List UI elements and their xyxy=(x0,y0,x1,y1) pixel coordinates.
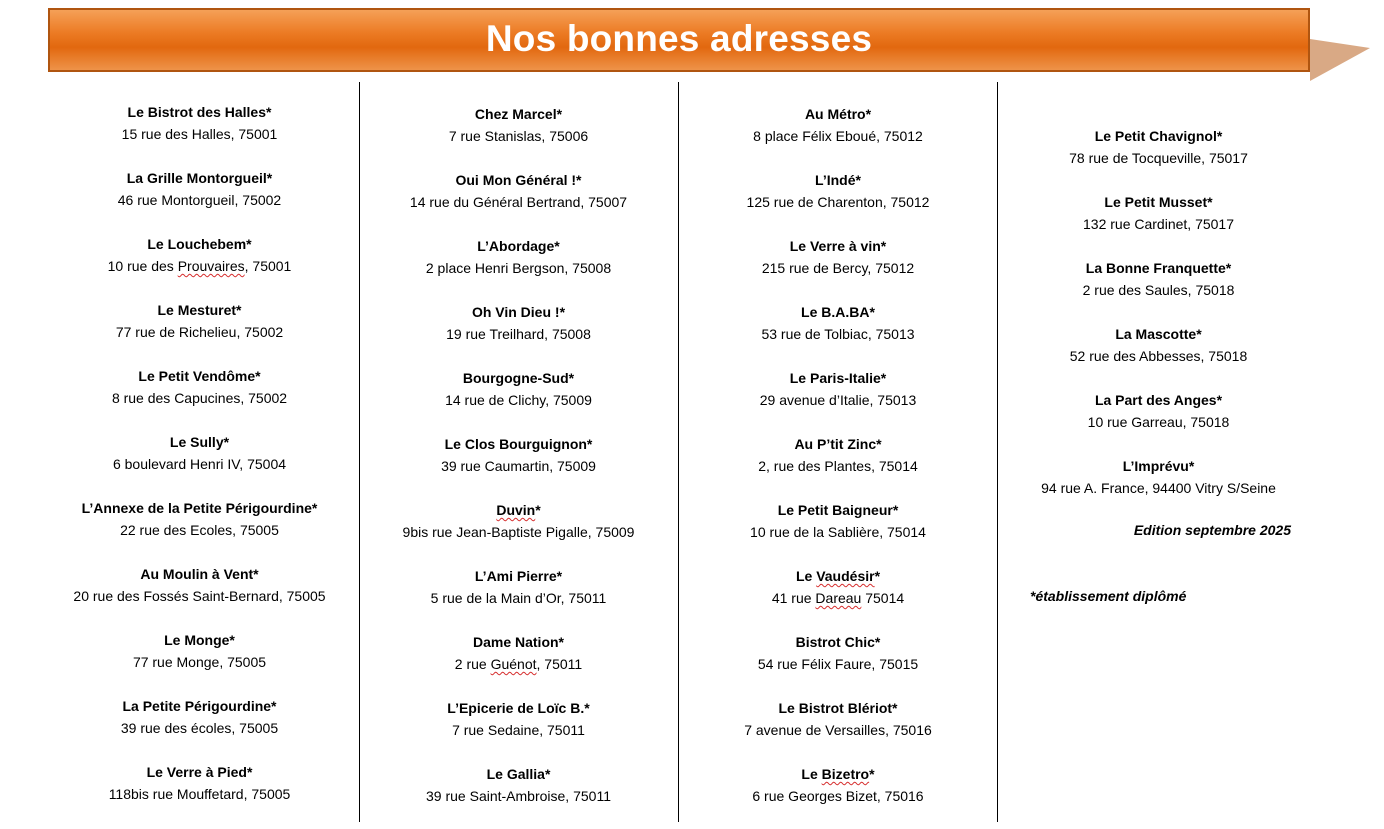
restaurant-name: Le Petit Vendôme* xyxy=(138,368,261,384)
restaurant-entry xyxy=(426,763,611,807)
restaurant-address: 14 rue du Général Bertrand, 75007 xyxy=(409,194,628,210)
restaurant-address: 7 rue Sedaine, 75011 xyxy=(452,722,585,738)
restaurant-entry xyxy=(113,431,286,475)
text-fragment: Prouvaires xyxy=(177,258,245,274)
restaurant-entry xyxy=(445,367,592,411)
restaurant-name: Bistrot Chic* xyxy=(795,634,881,650)
restaurant-name: La Grille Montorgueil* xyxy=(126,170,273,186)
restaurant-name: Au Moulin à Vent* xyxy=(140,566,259,582)
restaurant-name: Le Verre à vin* xyxy=(789,238,887,254)
restaurant-entry xyxy=(447,697,589,741)
restaurant-entry xyxy=(758,433,918,477)
restaurant-address: 7 rue Stanislas, 75006 xyxy=(448,128,589,144)
restaurant-name: L’Imprévu* xyxy=(1122,458,1195,474)
restaurant-name: Dame Nation* xyxy=(472,634,564,650)
text-fragment: Vaudésir xyxy=(816,568,875,584)
address-column-2 xyxy=(359,103,678,829)
restaurant-name: Le Paris-Italie* xyxy=(789,370,887,386)
restaurant-entry xyxy=(73,563,325,607)
restaurant-address: 39 rue Saint-Ambroise, 75011 xyxy=(426,788,611,804)
restaurant-name: Le Clos Bourguignon* xyxy=(444,436,593,452)
restaurant-entry xyxy=(762,235,914,279)
restaurant-entry xyxy=(750,499,926,543)
restaurant-entry xyxy=(747,169,930,213)
restaurant-address: 15 rue des Halles, 75001 xyxy=(121,126,278,142)
restaurant-entry xyxy=(112,365,287,409)
restaurant-name: Le Mesturet* xyxy=(157,302,242,318)
restaurant-address xyxy=(108,255,292,277)
restaurant-entry xyxy=(109,761,291,805)
restaurant-name: Le Verre à Pied* xyxy=(146,764,253,780)
restaurant-name: La Part des Anges* xyxy=(1094,392,1223,408)
text-fragment: , 75011 xyxy=(536,656,583,672)
page-title: Nos bonnes adresses xyxy=(485,18,873,59)
restaurant-entry xyxy=(753,103,923,147)
restaurant-address: 6 boulevard Henri IV, 75004 xyxy=(112,456,287,472)
restaurant-address: 29 avenue d’Italie, 75013 xyxy=(759,392,917,408)
restaurant-name: L’Ami Pierre* xyxy=(474,568,563,584)
restaurant-address: 39 rue Caumartin, 75009 xyxy=(441,458,596,474)
restaurant-entry xyxy=(122,101,278,145)
restaurant-name: Le Bistrot Blériot* xyxy=(778,700,898,716)
restaurant-address: 22 rue des Ecoles, 75005 xyxy=(120,522,279,538)
restaurant-name: L’Abordage* xyxy=(477,238,560,254)
restaurant-name: Le B.A.BA* xyxy=(801,304,875,320)
restaurant-entry xyxy=(121,695,278,739)
restaurant-entry xyxy=(744,697,932,741)
restaurant-address: 132 rue Cardinet, 75017 xyxy=(1083,216,1234,232)
restaurant-entry xyxy=(1083,257,1235,301)
restaurant-name xyxy=(752,763,923,785)
restaurant-name xyxy=(772,565,904,587)
restaurant-entry xyxy=(1070,323,1247,367)
address-column-3 xyxy=(678,103,998,829)
restaurant-address: 53 rue de Tolbiac, 75013 xyxy=(761,326,915,342)
restaurant-entry xyxy=(758,631,918,675)
restaurant-name: La Mascotte* xyxy=(1115,326,1202,342)
restaurant-address: 2 rue des Saules, 75018 xyxy=(1082,282,1235,298)
restaurant-address: 20 rue des Fossés Saint-Bernard, 75005 xyxy=(73,588,326,604)
edition-note: Edition septembre 2025 xyxy=(1133,522,1291,538)
text-fragment: Dareau xyxy=(815,590,862,606)
restaurant-entry xyxy=(761,301,914,345)
restaurant-name: Oui Mon Général !* xyxy=(455,172,582,188)
restaurant-address: 39 rue des écoles, 75005 xyxy=(120,720,279,736)
restaurant-entry xyxy=(455,631,582,675)
restaurant-entry xyxy=(752,763,923,807)
restaurant-entry xyxy=(441,433,596,477)
restaurant-name: L’Indé* xyxy=(815,172,861,188)
text-fragment: 41 rue xyxy=(771,590,816,606)
restaurant-name: Le Monge* xyxy=(164,632,235,648)
restaurant-name: L’Epicerie de Loïc B.* xyxy=(447,700,590,716)
restaurant-entry xyxy=(108,233,292,277)
restaurant-name: Le Louchebem* xyxy=(147,236,252,252)
restaurant-name: Au P’tit Zinc* xyxy=(794,436,882,452)
text-fragment: Bizetro xyxy=(821,766,870,782)
text-fragment: 10 rue des xyxy=(107,258,178,274)
restaurant-address: 2, rue des Plantes, 75014 xyxy=(758,458,918,474)
restaurant-entry xyxy=(118,167,281,211)
text-fragment: Le xyxy=(801,766,822,782)
text-fragment: * xyxy=(869,766,875,782)
restaurant-address: 10 rue de la Sablière, 75014 xyxy=(750,524,926,540)
text-fragment: Le xyxy=(795,568,817,584)
restaurant-entry xyxy=(1088,389,1230,433)
restaurant-address: 78 rue de Tocqueville, 75017 xyxy=(1069,150,1248,166)
restaurant-address: 215 rue de Bercy, 75012 xyxy=(761,260,915,276)
address-column-4 xyxy=(1000,125,1317,521)
restaurant-name: Le Gallia* xyxy=(486,766,551,782)
text-fragment: , 75001 xyxy=(244,258,292,274)
restaurant-address: 77 rue de Richelieu, 75002 xyxy=(115,324,284,340)
restaurant-entry xyxy=(426,235,611,279)
restaurant-name xyxy=(403,499,635,521)
restaurant-entry xyxy=(446,301,591,345)
restaurant-address: 19 rue Treilhard, 75008 xyxy=(446,326,591,342)
text-fragment: * xyxy=(535,502,541,518)
restaurant-entry xyxy=(1069,125,1248,169)
text-fragment: 2 rue xyxy=(454,656,491,672)
text-fragment: Guénot xyxy=(490,656,537,672)
restaurant-entry xyxy=(772,565,904,609)
restaurant-entry xyxy=(82,497,318,541)
restaurant-entry xyxy=(431,565,607,609)
header-banner xyxy=(48,8,1372,74)
restaurant-address: 2 place Henri Bergson, 75008 xyxy=(425,260,612,276)
restaurant-name: Chez Marcel* xyxy=(474,106,563,122)
text-fragment: Duvin xyxy=(496,502,536,518)
restaurant-name: Bourgogne-Sud* xyxy=(462,370,575,386)
restaurant-address: 54 rue Félix Faure, 75015 xyxy=(757,656,919,672)
restaurant-name: Le Sully* xyxy=(169,434,230,450)
restaurant-address: 125 rue de Charenton, 75012 xyxy=(746,194,930,210)
text-fragment: 75014 xyxy=(861,590,905,606)
address-column-1 xyxy=(40,101,359,827)
restaurant-name: Le Bistrot des Halles* xyxy=(127,104,272,120)
restaurant-name: Le Petit Musset* xyxy=(1104,194,1213,210)
restaurant-name: L’Annexe de la Petite Périgourdine* xyxy=(81,500,318,516)
restaurant-address: 6 rue Georges Bizet, 75016 xyxy=(752,788,924,804)
restaurant-address: 14 rue de Clichy, 75009 xyxy=(445,392,592,408)
restaurant-entry xyxy=(760,367,916,411)
restaurant-address: 10 rue Garreau, 75018 xyxy=(1087,414,1230,430)
restaurant-entry xyxy=(1041,455,1276,499)
restaurant-address: 94 rue A. France, 94400 Vitry S/Seine xyxy=(1041,480,1276,496)
restaurant-entry xyxy=(449,103,588,147)
restaurant-name: La Petite Périgourdine* xyxy=(122,698,277,714)
restaurant-entry xyxy=(116,299,283,343)
restaurant-address: 52 rue des Abbesses, 75018 xyxy=(1069,348,1248,364)
restaurant-entry xyxy=(1083,191,1234,235)
restaurant-entry xyxy=(403,499,635,543)
restaurant-name: La Bonne Franquette* xyxy=(1085,260,1232,276)
restaurant-name: Au Métro* xyxy=(804,106,872,122)
restaurant-address: 46 rue Montorgueil, 75002 xyxy=(117,192,282,208)
restaurant-address: 8 rue des Capucines, 75002 xyxy=(111,390,288,406)
restaurant-address: 8 place Félix Eboué, 75012 xyxy=(753,128,923,144)
footnote: *établissement diplômé xyxy=(1030,588,1187,604)
restaurant-address xyxy=(772,587,904,609)
restaurant-entry xyxy=(133,629,266,673)
restaurant-entry xyxy=(410,169,627,213)
text-fragment: * xyxy=(874,568,881,584)
restaurant-address: 9bis rue Jean-Baptiste Pigalle, 75009 xyxy=(402,524,635,540)
restaurant-address: 118bis rue Mouffetard, 75005 xyxy=(108,786,291,802)
restaurant-name: Le Petit Baigneur* xyxy=(777,502,899,518)
restaurant-address xyxy=(455,653,582,675)
restaurant-name: Oh Vin Dieu !* xyxy=(471,304,566,320)
restaurant-address: 77 rue Monge, 75005 xyxy=(132,654,267,670)
banner-fold-shape xyxy=(1310,39,1372,81)
restaurant-name: Le Petit Chavignol* xyxy=(1094,128,1223,144)
restaurant-address: 7 avenue de Versailles, 75016 xyxy=(744,722,932,738)
title-bar xyxy=(48,8,1310,72)
restaurant-address: 5 rue de la Main d’Or, 75011 xyxy=(430,590,607,606)
